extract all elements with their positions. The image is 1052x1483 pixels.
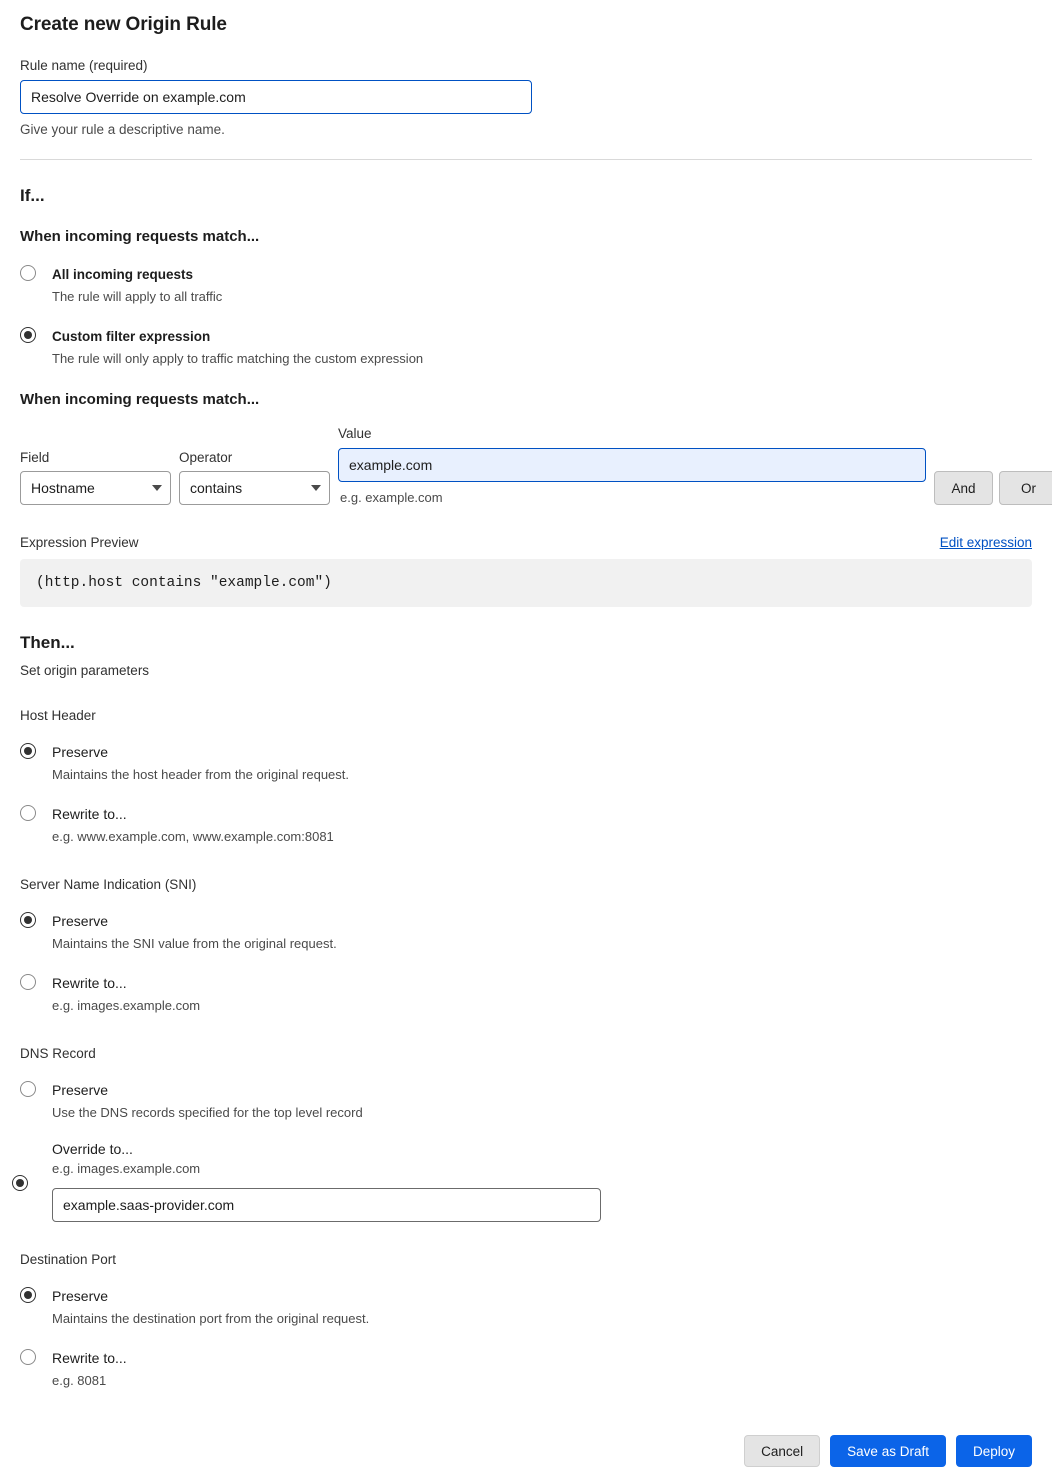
radio-label: Preserve [52, 1082, 109, 1099]
radio-icon[interactable] [20, 1287, 36, 1303]
rule-name-field [20, 58, 1032, 137]
radio-icon[interactable] [20, 327, 36, 343]
radio-label: All incoming requests [52, 267, 194, 282]
radio-host-header-rewrite[interactable] [20, 803, 1032, 847]
value-label: Value [338, 426, 372, 442]
expression-preview-label: Expression Preview [20, 535, 139, 551]
operator-label: Operator [179, 450, 233, 466]
radio-label: Preserve [52, 913, 109, 930]
radio-dns-override[interactable] [20, 1141, 1032, 1222]
radio-label: Rewrite to... [52, 806, 127, 823]
radio-icon[interactable] [20, 265, 36, 281]
radio-label: Rewrite to... [52, 975, 127, 992]
field-selector-group [20, 450, 171, 505]
radio-icon[interactable] [20, 1349, 36, 1365]
or-button[interactable]: Or [999, 471, 1052, 505]
then-section-subtitle: Set origin parameters [20, 663, 150, 679]
operator-select-value[interactable]: contains [179, 471, 330, 505]
radio-description: e.g. www.example.com, www.example.com:8081 [52, 829, 334, 845]
rule-name-help: Give your rule a descriptive name. [20, 122, 225, 137]
expression-preview-box: (http.host contains "example.com") [20, 559, 1032, 607]
radio-label: Rewrite to... [52, 1350, 127, 1367]
page-title: Create new Origin Rule [20, 14, 227, 35]
field-select-value[interactable]: Hostname [20, 471, 171, 505]
sni-label: Server Name Indication (SNI) [20, 877, 197, 893]
field-label: Field [20, 450, 50, 466]
and-button[interactable]: And [934, 471, 993, 505]
radio-icon[interactable] [20, 743, 36, 759]
radio-icon[interactable] [20, 974, 36, 990]
dns-record-label: DNS Record [20, 1046, 96, 1062]
match-heading: When incoming requests match... [20, 228, 260, 245]
rule-name-input[interactable] [20, 80, 532, 114]
section-divider [20, 159, 1032, 160]
radio-sni-preserve[interactable] [20, 910, 1032, 954]
operator-select[interactable] [179, 471, 330, 505]
chevron-down-icon [152, 485, 162, 491]
radio-description: e.g. images.example.com [52, 998, 201, 1014]
chevron-down-icon [311, 485, 321, 491]
deploy-button[interactable]: Deploy [956, 1435, 1032, 1467]
radio-icon[interactable] [20, 1081, 36, 1097]
radio-icon[interactable] [12, 1175, 28, 1191]
destination-port-label: Destination Port [20, 1252, 117, 1268]
radio-icon[interactable] [20, 912, 36, 928]
radio-icon[interactable] [20, 805, 36, 821]
radio-port-rewrite[interactable] [20, 1347, 1032, 1391]
radio-custom-filter-expression[interactable] [20, 325, 1032, 369]
radio-label: Preserve [52, 744, 109, 761]
radio-label: Preserve [52, 1288, 109, 1305]
if-section-title: If... [20, 186, 45, 205]
value-help: e.g. example.com [340, 490, 443, 506]
operator-selector-group [179, 450, 330, 505]
expression-builder-row [20, 426, 1036, 506]
form-footer [20, 1435, 1032, 1483]
radio-dns-preserve[interactable] [20, 1079, 1032, 1123]
field-select[interactable] [20, 471, 171, 505]
rule-name-label: Rule name (required) [20, 58, 148, 73]
radio-description: Use the DNS records specified for the top level record [52, 1105, 363, 1121]
radio-description: The rule will only apply to traffic matching the custom expression [52, 351, 424, 367]
radio-description: The rule will apply to all traffic [52, 289, 223, 305]
radio-host-header-preserve[interactable] [20, 741, 1032, 785]
radio-sni-rewrite[interactable] [20, 972, 1032, 1016]
radio-description: Maintains the destination port from the original request. [52, 1311, 370, 1327]
dns-override-input[interactable] [52, 1188, 601, 1222]
value-group [338, 426, 926, 505]
radio-description: e.g. images.example.com [52, 1161, 201, 1177]
radio-all-incoming-requests[interactable] [20, 263, 1032, 307]
then-section-title: Then... [20, 633, 75, 653]
radio-label: Custom filter expression [52, 329, 211, 345]
expression-preview-header [20, 535, 1032, 550]
builder-heading: When incoming requests match... [20, 391, 260, 409]
save-as-draft-button[interactable]: Save as Draft [830, 1435, 946, 1467]
host-header-label: Host Header [20, 708, 96, 724]
radio-description: Maintains the SNI value from the original request. [52, 936, 337, 952]
radio-label: Override to... [52, 1141, 133, 1158]
value-input[interactable] [338, 448, 926, 482]
radio-description: Maintains the host header from the original request. [52, 767, 350, 783]
edit-expression-link[interactable]: Edit expression [939, 535, 1032, 551]
cancel-button[interactable]: Cancel [744, 1435, 820, 1467]
radio-description: e.g. 8081 [52, 1373, 107, 1389]
radio-port-preserve[interactable] [20, 1285, 1032, 1329]
